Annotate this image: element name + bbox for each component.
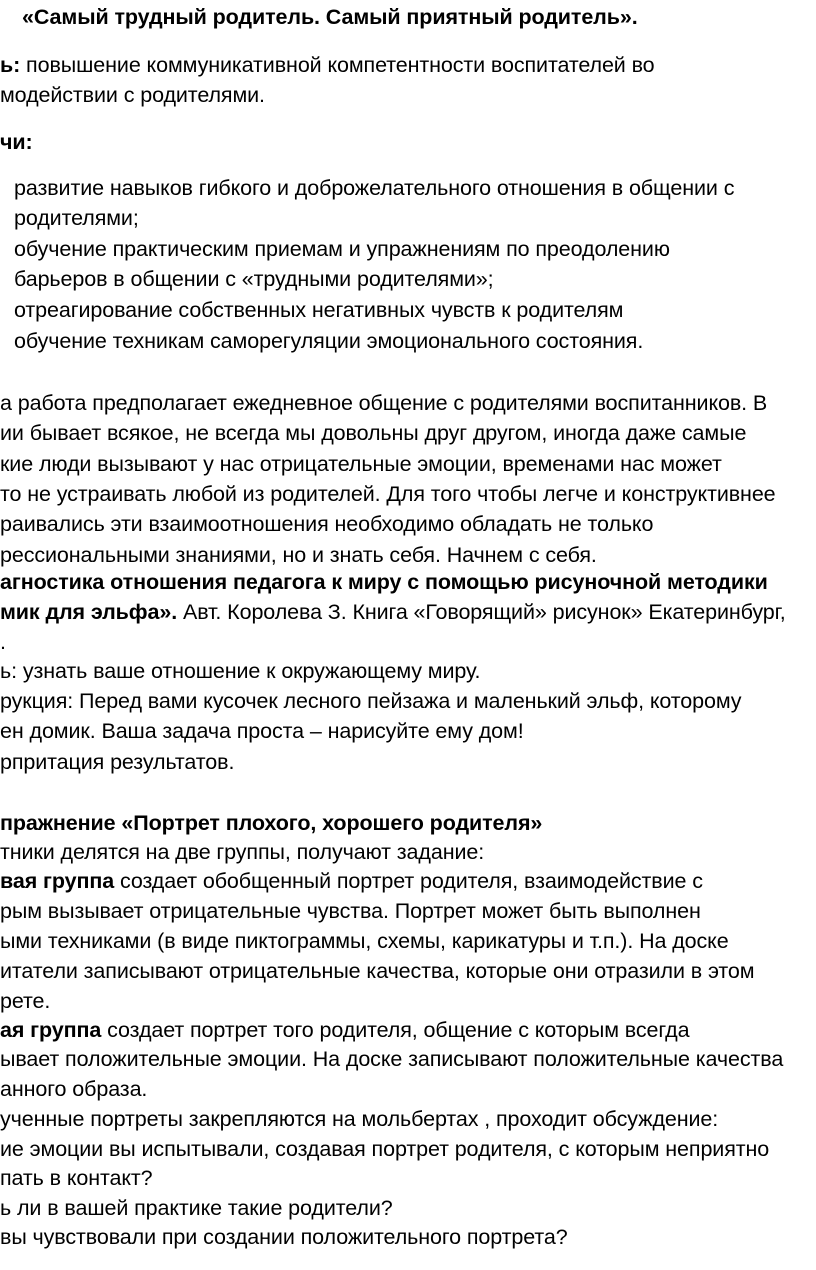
diagnostics-source: мик для эльфа». Авт. Королева З. Книга «Говорящий» рисунок» Екатеринбург, <box>0 600 786 624</box>
intro-line: рессиональными знаниями, но и знать себя. Начнем с себя. <box>0 543 597 567</box>
intro-line: то не устраивать любой из родителей. Для того чтобы легче и конструктивнее <box>0 482 776 506</box>
diagnostics-line: ь: узнать ваше отношение к окружающему миру. <box>0 659 481 683</box>
task-item: развитие навыков гибкого и доброжелательного отношения в общении с <box>14 176 735 200</box>
exercise-line: тники делятся на две группы, получают задание: <box>0 840 485 864</box>
goal-line-1: ь: повышение коммуникативной компетентности воспитателей во <box>0 53 655 77</box>
discussion-line: пать в контакт? <box>0 1166 153 1190</box>
task-item: отреагирование собственных негативных чувств к родителям <box>14 298 624 322</box>
group-2-line: ывает положительные эмоции. На доске записывают положительные качества <box>0 1047 784 1071</box>
diagnostics-line: ен домик. Ваша задача проста – нарисуйте ему дом! <box>0 719 524 743</box>
group-1-line: вая группа создает обобщенный портрет родителя, взаимодействие с <box>0 869 703 893</box>
document-title: «Самый трудный родитель. Самый приятный родитель». <box>22 5 638 29</box>
intro-line: раивались эти взаимоотношения необходимо обладать не только <box>0 512 654 536</box>
tasks-label: чи: <box>0 130 33 154</box>
intro-line: кие люди вызывают у нас отрицательные эмоции, временами нас может <box>0 452 722 476</box>
group-1-line: ыми техниками (в виде пиктограммы, схемы, карикатуры и т.п.). На доске <box>0 929 729 953</box>
group-2-line: анного образа. <box>0 1077 148 1101</box>
task-item: барьеров в общении с «трудными родителями»; <box>14 267 494 291</box>
task-item: родителями; <box>14 206 139 230</box>
diagnostics-heading: агностика отношения педагога к миру с помощью рисуночной методики <box>0 570 768 594</box>
task-item: обучение техникам саморегуляции эмоционального состояния. <box>14 329 644 353</box>
goal-line-2: модействии с родителями. <box>0 83 265 107</box>
diagnostics-line: рукция: Перед вами кусочек лесного пейзажа и маленький эльф, которому <box>0 689 742 713</box>
discussion-line: ученные портреты закрепляются на мольбертах , проходит обсуждение: <box>0 1107 719 1131</box>
group-1-line: рете. <box>0 989 51 1013</box>
goal-label: ь: <box>0 53 21 77</box>
intro-line: а работа предполагает ежедневное общение с родителями воспитанников. В <box>0 391 768 415</box>
discussion-line: ие эмоции вы испытывали, создавая портрет родителя, с которым неприятно <box>0 1137 770 1161</box>
group-2-line: ая группа создает портрет того родителя, общение с которым всегда <box>0 1018 690 1042</box>
discussion-line: вы чувствовали при создании положительного портрета? <box>0 1225 568 1249</box>
discussion-line: ь ли в вашей практике такие родители? <box>0 1196 393 1220</box>
diagnostics-source-cont: . <box>0 630 6 654</box>
intro-line: ии бывает всякое, не всегда мы довольны друг другом, иногда даже самые <box>0 421 747 445</box>
diagnostics-line: рпритация результатов. <box>0 750 235 774</box>
exercise-heading: пражнение «Портрет плохого, хорошего родителя» <box>0 811 543 835</box>
group-1-line: итатели записывают отрицательные качества, которые они отразили в этом <box>0 959 755 983</box>
task-item: обучение практическим приемам и упражнениям по преодолению <box>14 237 670 261</box>
group-1-line: рым вызывает отрицательные чувства. Портрет может быть выполнен <box>0 899 701 923</box>
